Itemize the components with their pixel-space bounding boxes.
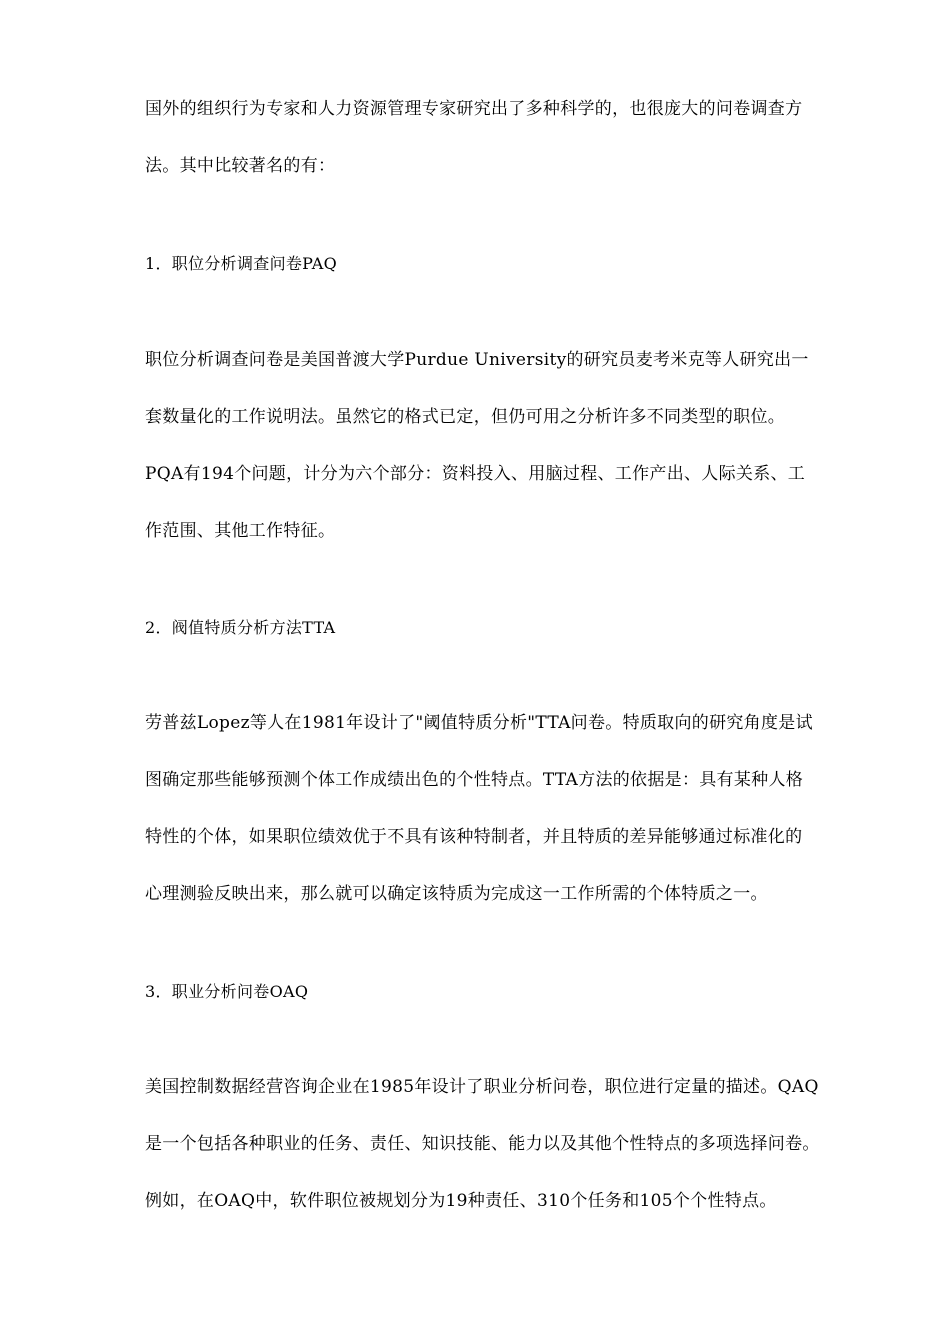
section-2-line-4: 心理测验反映出来，那么就可以确定该特质为完成这一工作所需的个体特质之一。 <box>145 884 768 904</box>
intro-line-2: 法。其中比较著名的有： <box>145 156 336 176</box>
section-1-line-4: 作范围、其他工作特征。 <box>145 521 336 541</box>
section-2-line-3: 特性的个体，如果职位绩效优于不具有该种特制者，并且特质的差异能够通过标准化的 <box>145 827 803 847</box>
section-1-line-1: 职位分析调查问卷是美国普渡大学Purdue University的研究员麦考米克等人研究出一 <box>145 350 809 370</box>
section-3-line-3: 例如，在OAQ中，软件职位被规划分为19种责任、310个任务和105个个性特点。 <box>145 1191 777 1211</box>
section-1-line-2: 套数量化的工作说明法。虽然它的格式已定，但仍可用之分析许多不同类型的职位。 <box>145 407 786 427</box>
section-3-heading: 3．职业分析问卷OAQ <box>145 982 309 1001</box>
section-2-line-1: 劳普兹Lopez等人在1981年设计了"阈值特质分析"TTA问卷。特质取向的研究角度是试 <box>145 713 813 733</box>
section-2-heading: 2．阀值特质分析方法TTA <box>145 618 336 637</box>
section-1-line-3: PQA有194个问题，计分为六个部分：资料投入、用脑过程、工作产出、人际关系、工 <box>145 464 806 484</box>
intro-line-1: 国外的组织行为专家和人力资源管理专家研究出了多种科学的，也很庞大的问卷调查方 <box>145 99 803 119</box>
section-2-line-2: 图确定那些能够预测个体工作成绩出色的个性特点。TTA方法的依据是：具有某种人格 <box>145 770 804 790</box>
section-3-line-2: 是一个包括各种职业的任务、责任、知识技能、能力以及其他个性特点的多项选择问卷。 <box>145 1134 820 1154</box>
section-3-line-1: 美国控制数据经营咨询企业在1985年设计了职业分析问卷，职位进行定量的描述。QAQ <box>145 1077 819 1097</box>
section-1-heading: 1．职位分析调查问卷PAQ <box>145 254 338 273</box>
